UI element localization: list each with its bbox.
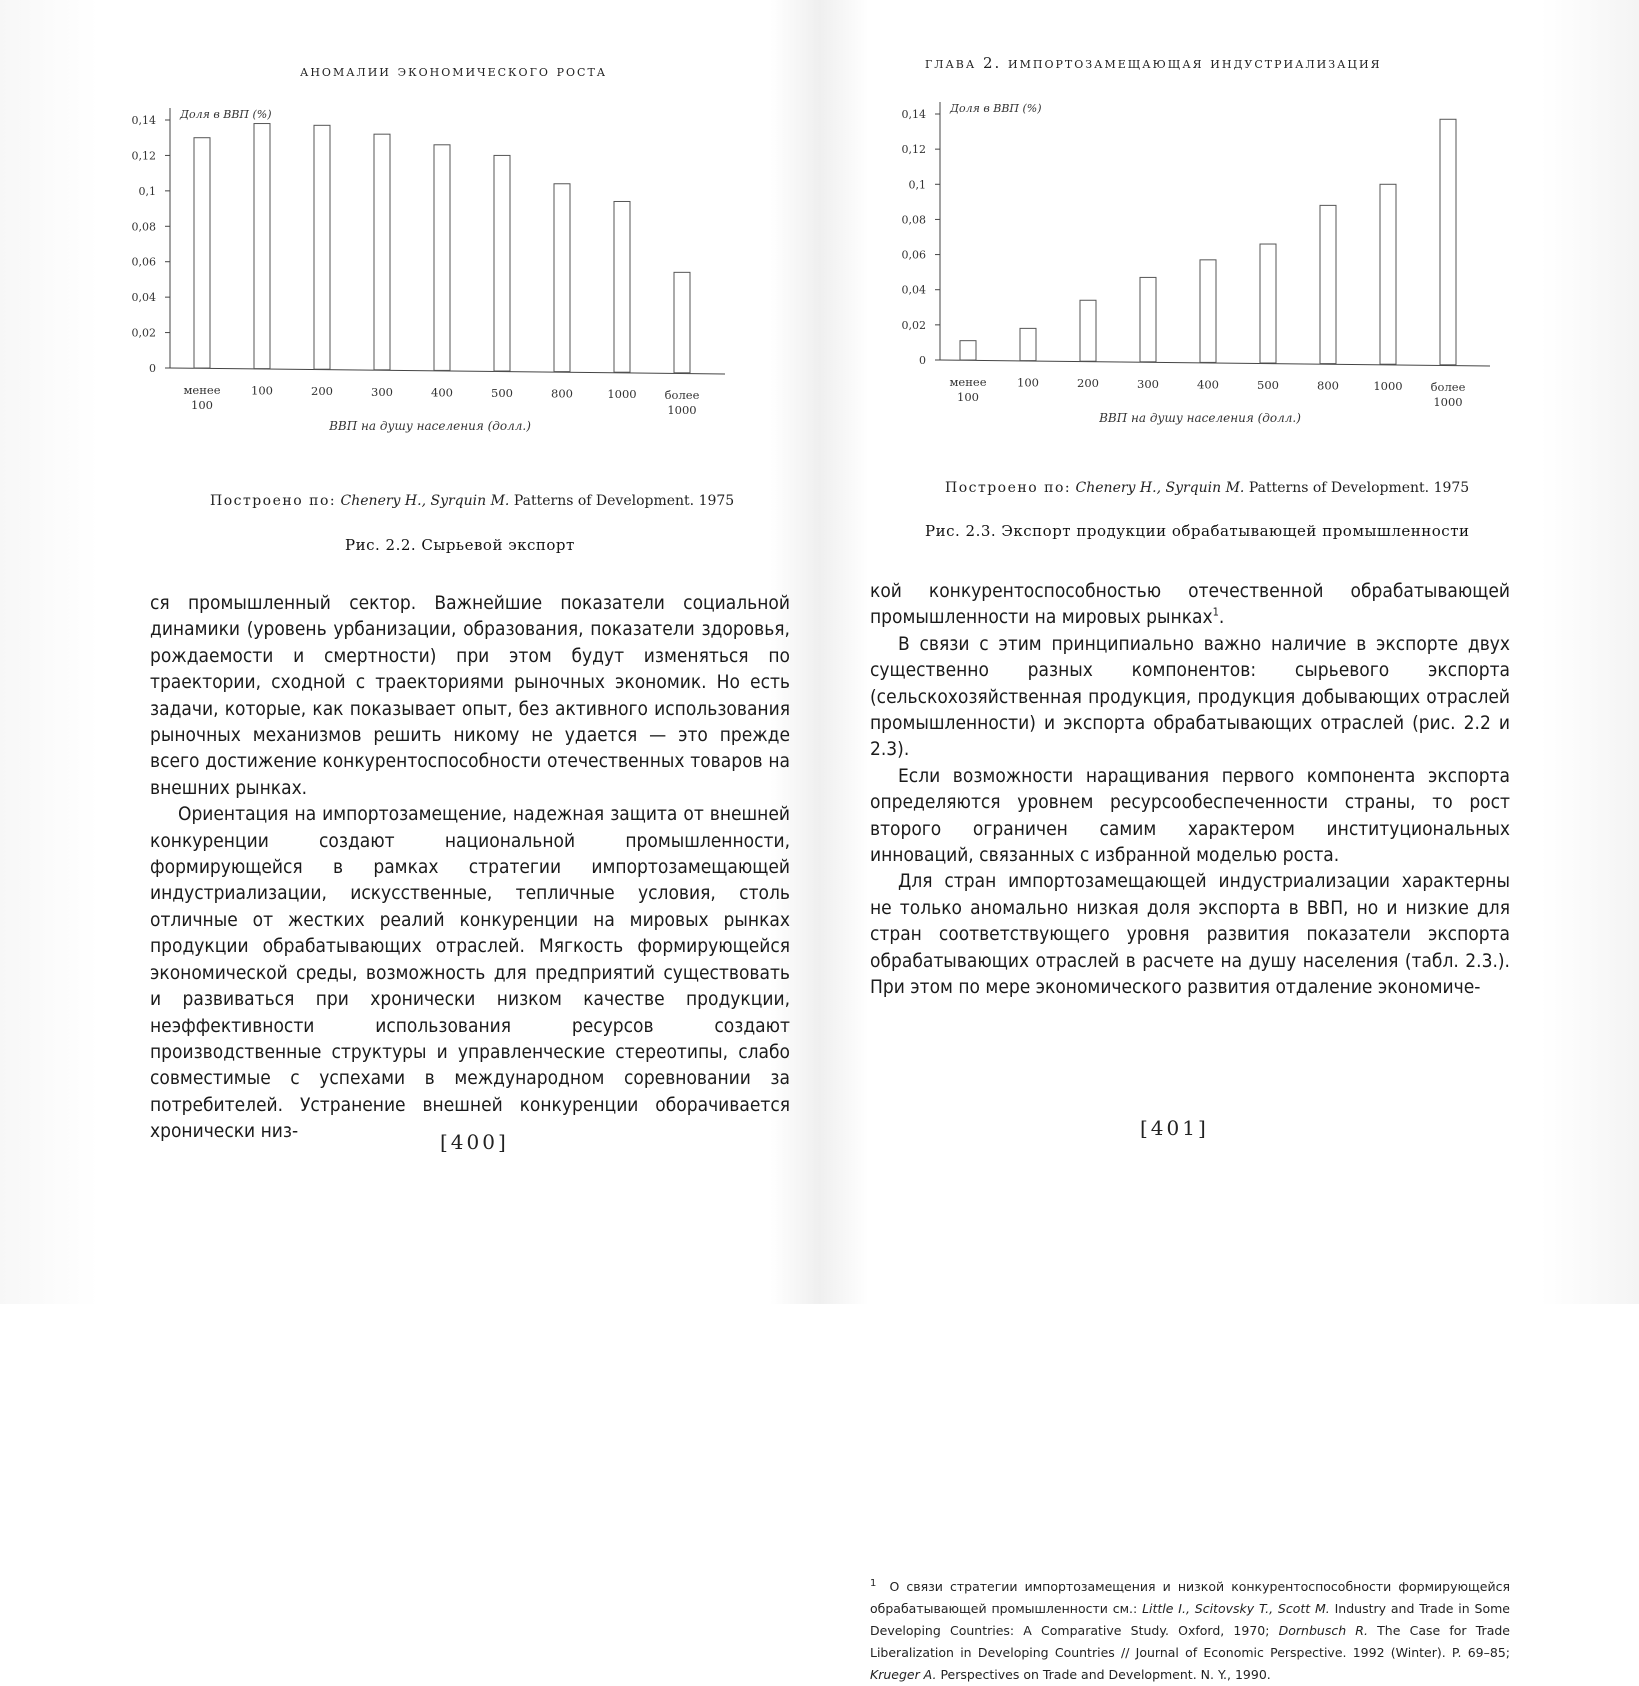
paragraph: В связи с этим принципиально важно наличие в экспорте двух существенно разных компонентов: сырьевого экспорта (сельскохозяйственная продукция, продукция добывающих отраслей промышленности) и экспорта обрабатывающих отраслей (рис. 2.2 и 2.3).	[870, 632, 1510, 761]
y-tick-label: 0,12	[901, 143, 926, 157]
footnote	[870, 1573, 1510, 1686]
source-authors: Chenery H., Syrquin M.	[340, 493, 510, 509]
y-tick-label: 0,08	[131, 220, 156, 234]
bar	[1320, 205, 1336, 363]
chart-manufacturing-export	[890, 90, 1530, 450]
bar	[194, 138, 210, 368]
y-tick-label: 0,04	[901, 283, 926, 297]
y-axis-label: Доля в ВВП (%)	[950, 102, 1042, 115]
y-tick-label: 0	[919, 354, 926, 367]
paragraph: ся промышленный сектор. Важнейшие показатели социальной динамики (уровень урбанизации, образования, показатели здоровья, рождаемости и смертности) при этом будут изменяться по траектории, сходной с траекториями рыночных экономик. Но есть задачи, которые, как показывает опыт, без активного использования рыночных механизмов решить никому не удается — это прежде всего достижение конкурентоспособности отечественных товаров на внешних рынках.	[150, 592, 790, 799]
bar-chart-raw-export	[120, 100, 770, 460]
x-tick-label: 100	[1017, 375, 1039, 390]
page-number: [400]	[440, 1130, 509, 1154]
source-prefix: Построено по:	[210, 493, 337, 509]
bar	[1260, 244, 1276, 363]
x-axis-label: ВВП на душу населения (долл.)	[329, 419, 531, 433]
bar	[960, 341, 976, 360]
y-tick-label: 0,02	[901, 318, 926, 332]
chart-raw-export	[120, 100, 770, 460]
y-tick-label: 0,06	[131, 255, 156, 269]
bar-chart-manufacturing-export	[890, 90, 1530, 450]
x-tick-label: 300	[1137, 376, 1159, 391]
figure-caption: Рис. 2.2. Сырьевой экспорт	[345, 536, 575, 554]
bar	[494, 155, 510, 371]
bar	[434, 145, 450, 371]
footnote-ref[interactable]: 1	[1212, 606, 1219, 620]
bar	[554, 184, 570, 372]
x-tick-label: менее 100	[949, 375, 987, 404]
x-tick-label: 800	[1317, 378, 1339, 393]
y-tick-label: 0,04	[131, 291, 156, 305]
y-axis-label: Доля в ВВП (%)	[180, 108, 272, 121]
y-tick-label: 0	[149, 362, 156, 375]
bar	[1140, 277, 1156, 361]
x-tick-label: менее 100	[183, 383, 221, 412]
x-tick-label: 1000	[1373, 379, 1403, 394]
x-tick-label: более 1000	[1430, 379, 1466, 409]
x-tick-label: более 1000	[664, 387, 700, 417]
y-tick-label: 0,1	[908, 178, 926, 192]
x-axis-label: ВВП на душу населения (долл.)	[1099, 411, 1301, 425]
bar	[1020, 328, 1036, 360]
y-tick-label: 0,14	[901, 108, 926, 121]
figure-caption: Рис. 2.3. Экспорт продукции обрабатывающей промышленности	[925, 522, 1470, 540]
page-number: [401]	[1140, 1116, 1209, 1140]
paragraph: Для стран импортозамещающей индустриализации характерны не только аномально низкая доля экспорта в ВВП, но и низкие для стран соответствующего уровня развития показатели экспорта обрабатывающих отраслей в расчете на душу населения (табл. 2.3.). При этом по мере экономического развития отдаление экономиче-	[870, 870, 1510, 999]
y-tick-label: 0,14	[131, 114, 156, 127]
chart-source	[210, 493, 734, 509]
x-tick-label: 300	[371, 384, 393, 399]
bar	[614, 201, 630, 372]
y-tick-label: 0,02	[131, 326, 156, 340]
y-tick-label: 0,08	[901, 213, 926, 227]
bar	[374, 134, 390, 370]
source-authors: Chenery H., Syrquin M.	[1075, 480, 1245, 496]
source-title: Patterns of Development. 1975	[1248, 480, 1470, 496]
footnote-text: О связи стратегии импортозамещения и низкой конкурентоспособности формирующейся обрабатывающей промышленности см.:	[870, 1579, 1510, 1617]
x-tick-label: 400	[431, 385, 453, 400]
bar	[1200, 260, 1216, 363]
paragraph: кой конкурентоспособностью отечественной обрабатывающей промышленности на мировых рынках$^1$.	[870, 580, 1510, 629]
x-tick-label: 200	[311, 384, 333, 399]
bar	[254, 124, 270, 369]
paragraph-text: кой конкурентоспособностью отечественной обрабатывающей промышленности на мировых рынках	[870, 580, 1510, 629]
paragraph: Ориентация на импортозамещение, надежная защита от внешней конкуренции создают национальной промышленности, формирующейся в рамках стратегии импортозамещающей индустриализации, искусственные, тепличные условия, столь отличные от жестких реалий конкуренции на мировых рынках продукции обрабатывающих отраслей. Мягкость формирующейся экономической среды, возможность для предприятий существовать и развиваться при хронически низком качестве продукции, неэффективности использования ресурсов создают производственные структуры и управленческие стереотипы, слабо совместимые с успехами в международном соревновании за потребителей. Устранение внешней конкуренции оборачивается хронически низ-	[150, 803, 790, 1143]
footnote-authors: Little I., Scitovsky T., Scott M.	[1142, 1601, 1330, 1617]
footnote-authors: Krueger A.	[870, 1667, 937, 1683]
x-tick-label: 400	[1197, 377, 1219, 392]
left-page	[0, 0, 820, 1304]
source-prefix: Построено по:	[945, 480, 1072, 496]
x-tick-label: 500	[1257, 378, 1279, 392]
footnote-title: Industry and Trade in Some Developing Countries: A Comparative Study. Oxford, 1970;	[870, 1601, 1510, 1639]
source-title: Patterns of Development. 1975	[513, 493, 735, 509]
footnote-authors: Dornbusch R.	[1278, 1623, 1368, 1639]
x-tick-label: 500	[491, 386, 513, 400]
body-text	[150, 590, 790, 1145]
bar	[1080, 300, 1096, 361]
footnote-title: Perspectives on Trade and Development. N. Y., 1990.	[940, 1667, 1271, 1683]
bar	[314, 125, 330, 369]
running-head: аномалии экономического роста	[300, 62, 608, 80]
x-tick-label: 200	[1077, 376, 1099, 391]
chart-source	[945, 480, 1469, 496]
x-tick-label: 100	[251, 383, 273, 398]
x-tick-label: 1000	[607, 387, 637, 402]
paragraph: Если возможности наращивания первого компонента экспорта определяются уровнем ресурсообеспеченности страны, то рост второго ограничен самим характером институциональных инноваций, связанных с избранной моделью роста.	[870, 764, 1510, 867]
y-tick-label: 0,12	[131, 149, 156, 163]
y-tick-label: 0,06	[901, 248, 926, 262]
right-page	[860, 0, 1639, 1683]
bar	[1380, 184, 1396, 364]
footnote-mark: 1	[870, 1578, 877, 1589]
running-head: глава 2. импортозамещающая индустриализация	[925, 54, 1382, 72]
bar	[1440, 119, 1456, 365]
footnote-title: The Case for Trade Liberalization in Developing Countries // Journal of Economic Perspective. 1992 (Winter). P. 69–85;	[870, 1623, 1510, 1661]
bar	[674, 272, 690, 372]
x-tick-label: 800	[551, 386, 573, 401]
y-tick-label: 0,1	[138, 184, 156, 198]
